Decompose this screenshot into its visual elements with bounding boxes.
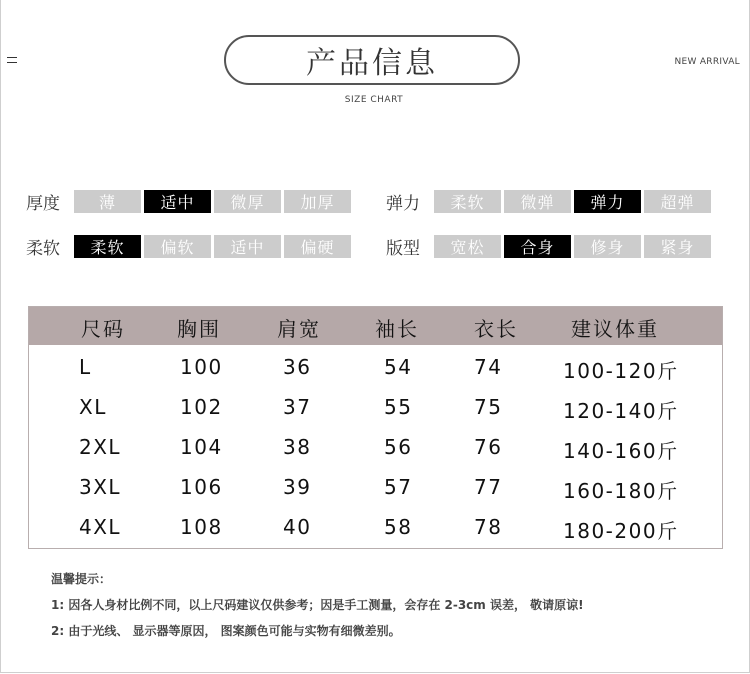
chip-option: 修身 xyxy=(574,235,641,258)
table-cell: 54 xyxy=(384,355,413,379)
table-cell: 102 xyxy=(180,395,223,419)
menu-icon[interactable] xyxy=(7,57,17,64)
table-cell: 140-160斤 xyxy=(563,439,679,463)
chip-option-selected: 适中 xyxy=(144,190,211,213)
table-cell: 160-180斤 xyxy=(563,479,679,503)
table-cell: 104 xyxy=(180,435,223,459)
column-header: 尺码 xyxy=(81,317,125,341)
chip-option-selected: 弹力 xyxy=(574,190,641,213)
page-title: 产品信息 xyxy=(224,35,520,85)
table-cell: 40 xyxy=(283,515,312,539)
table-cell: 38 xyxy=(283,435,312,459)
column-header: 胸围 xyxy=(177,317,221,341)
attr-softness xyxy=(26,234,354,258)
table-cell: 100-120斤 xyxy=(563,359,679,383)
table-cell: 3XL xyxy=(79,475,122,499)
chip-option: 超弹 xyxy=(644,190,711,213)
chip-option: 宽松 xyxy=(434,235,501,258)
table-cell: 55 xyxy=(384,395,413,419)
table-cell: 180-200斤 xyxy=(563,519,679,543)
note-item: 1: 因各人身材比例不同，以上尺码建议仅供参考；因是手工测量，会存在 2-3cm 误差， 敬请原谅! xyxy=(51,598,584,612)
column-header: 肩宽 xyxy=(277,317,321,341)
table-header xyxy=(29,307,722,345)
chip-option: 柔软 xyxy=(434,190,501,213)
chip-option: 偏硬 xyxy=(284,235,351,258)
chip-option-selected: 合身 xyxy=(504,235,571,258)
column-header: 袖长 xyxy=(375,317,419,341)
chip-option-selected: 柔软 xyxy=(74,235,141,258)
notes-heading: 温馨提示： xyxy=(51,572,112,586)
new-arrival-tag: NEW ARRIVAL xyxy=(674,57,740,67)
table-cell: 57 xyxy=(384,475,413,499)
table-row xyxy=(29,348,722,388)
column-header: 衣长 xyxy=(474,317,518,341)
size-table xyxy=(28,306,723,549)
notes-section xyxy=(51,570,584,648)
table-cell: 108 xyxy=(180,515,223,539)
column-header: 建议体重 xyxy=(571,317,659,341)
table-cell: 37 xyxy=(283,395,312,419)
table-cell: 76 xyxy=(474,435,503,459)
table-cell: 106 xyxy=(180,475,223,499)
chip-option: 微厚 xyxy=(214,190,281,213)
attr-fit xyxy=(386,234,714,258)
table-cell: 78 xyxy=(474,515,503,539)
page-subtitle: SIZE CHART xyxy=(344,95,404,105)
table-cell: 120-140斤 xyxy=(563,399,679,423)
attr-label: 弹力 xyxy=(386,193,420,214)
chip-option: 紧身 xyxy=(644,235,711,258)
chip-option: 偏软 xyxy=(144,235,211,258)
table-cell: 77 xyxy=(474,475,503,499)
note-item: 2: 由于光线、 显示器等原因， 图案颜色可能与实物有细微差别。 xyxy=(51,624,401,638)
chip-option: 微弹 xyxy=(504,190,571,213)
chip-option: 适中 xyxy=(214,235,281,258)
attr-label: 版型 xyxy=(386,238,420,259)
table-cell: 36 xyxy=(283,355,312,379)
attr-thickness xyxy=(26,189,354,213)
table-row xyxy=(29,468,722,508)
table-row xyxy=(29,508,722,548)
table-cell: XL xyxy=(79,395,107,419)
chip-option: 加厚 xyxy=(284,190,351,213)
table-cell: 56 xyxy=(384,435,413,459)
table-cell: 58 xyxy=(384,515,413,539)
table-cell: L xyxy=(79,355,92,379)
table-cell: 2XL xyxy=(79,435,122,459)
table-cell: 75 xyxy=(474,395,503,419)
attr-label: 厚度 xyxy=(26,193,60,214)
table-cell: 100 xyxy=(180,355,223,379)
table-cell: 74 xyxy=(474,355,503,379)
table-cell: 4XL xyxy=(79,515,122,539)
table-row xyxy=(29,388,722,428)
attr-elasticity xyxy=(386,189,714,213)
chip-option: 薄 xyxy=(74,190,141,213)
table-cell: 39 xyxy=(283,475,312,499)
table-row xyxy=(29,428,722,468)
attr-label: 柔软 xyxy=(26,238,60,259)
